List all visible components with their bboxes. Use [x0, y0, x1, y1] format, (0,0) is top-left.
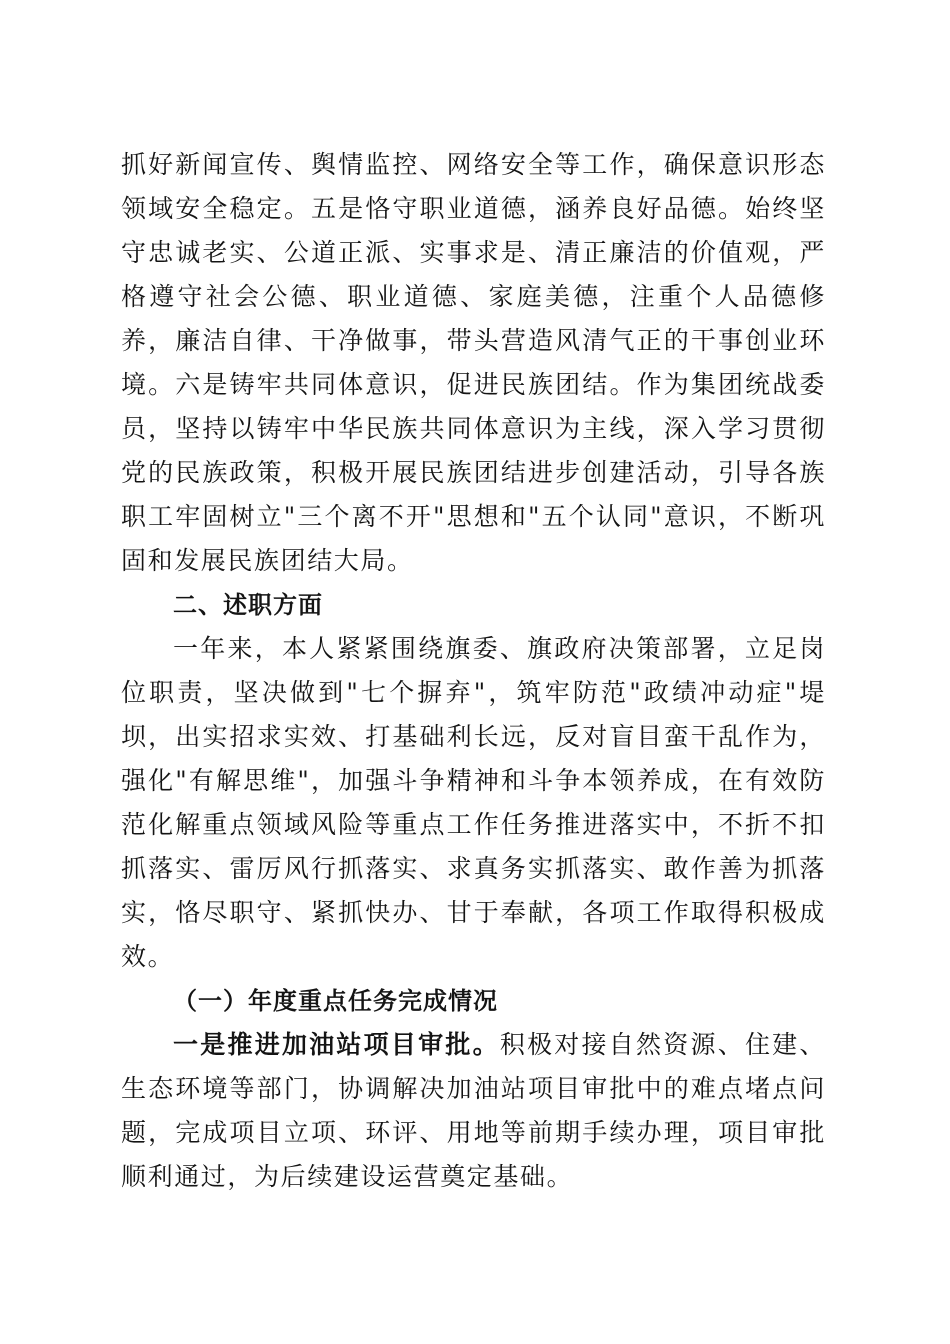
paragraph-duty-overview: 一年来，本人紧紧围绕旗委、旗政府决策部署，立足岗位职责，坚决做到"七个摒弃"，筑牢防范"政绩冲动症"堤坝，出实招求实效、打基础利长远，反对盲目蛮干乱作为，强化"有解思维"，加强斗争精神和斗争本领养成，在有效防范化解重点领域风险等重点工作任务推进落实中，不折不扣抓落实、雷厉风行抓落实、求真务实抓落实、敢作善为抓落实，恪尽职守、紧抓快办、甘于奉献，各项工作取得积极成效。: [121, 634, 826, 971]
subsection-heading-key-tasks: （一）年度重点任务完成情况: [173, 986, 498, 1015]
section-heading-duty-report: 二、述职方面: [173, 591, 323, 619]
paragraph-gas-station-approval: [121, 1023, 826, 1199]
paragraph-lead-phrase: 一是推进加油站项目审批。: [173, 1030, 500, 1059]
paragraph-body-text: 积极对接自然资源、住建、生态环境等部门，协调解决加油站项目审批中的难点堵点问题，完成项目立项、环评、用地等前期手续办理，项目审批顺利通过，为后续建设运营奠定基础。: [121, 1030, 827, 1191]
paragraph-ideology-ethics-unity: 抓好新闻宣传、舆情监控、网络安全等工作，确保意识形态领域安全稳定。五是恪守职业道德，涵养良好品德。始终坚守忠诚老实、公道正派、实事求是、清正廉洁的价值观，严格遵守社会公德、职业道德、家庭美德，注重个人品德修养，廉洁自律、干净做事，带头营造风清气正的干事创业环境。六是铸牢共同体意识，促进民族团结。作为集团统战委员，坚持以铸牢中华民族共同体意识为主线，深入学习贯彻党的民族政策，积极开展民族团结进步创建活动，引导各族职工牢固树立"三个离不开"思想和"五个认同"意识，不断巩固和发展民族团结大局。: [121, 150, 826, 575]
document-body: [121, 143, 826, 1199]
